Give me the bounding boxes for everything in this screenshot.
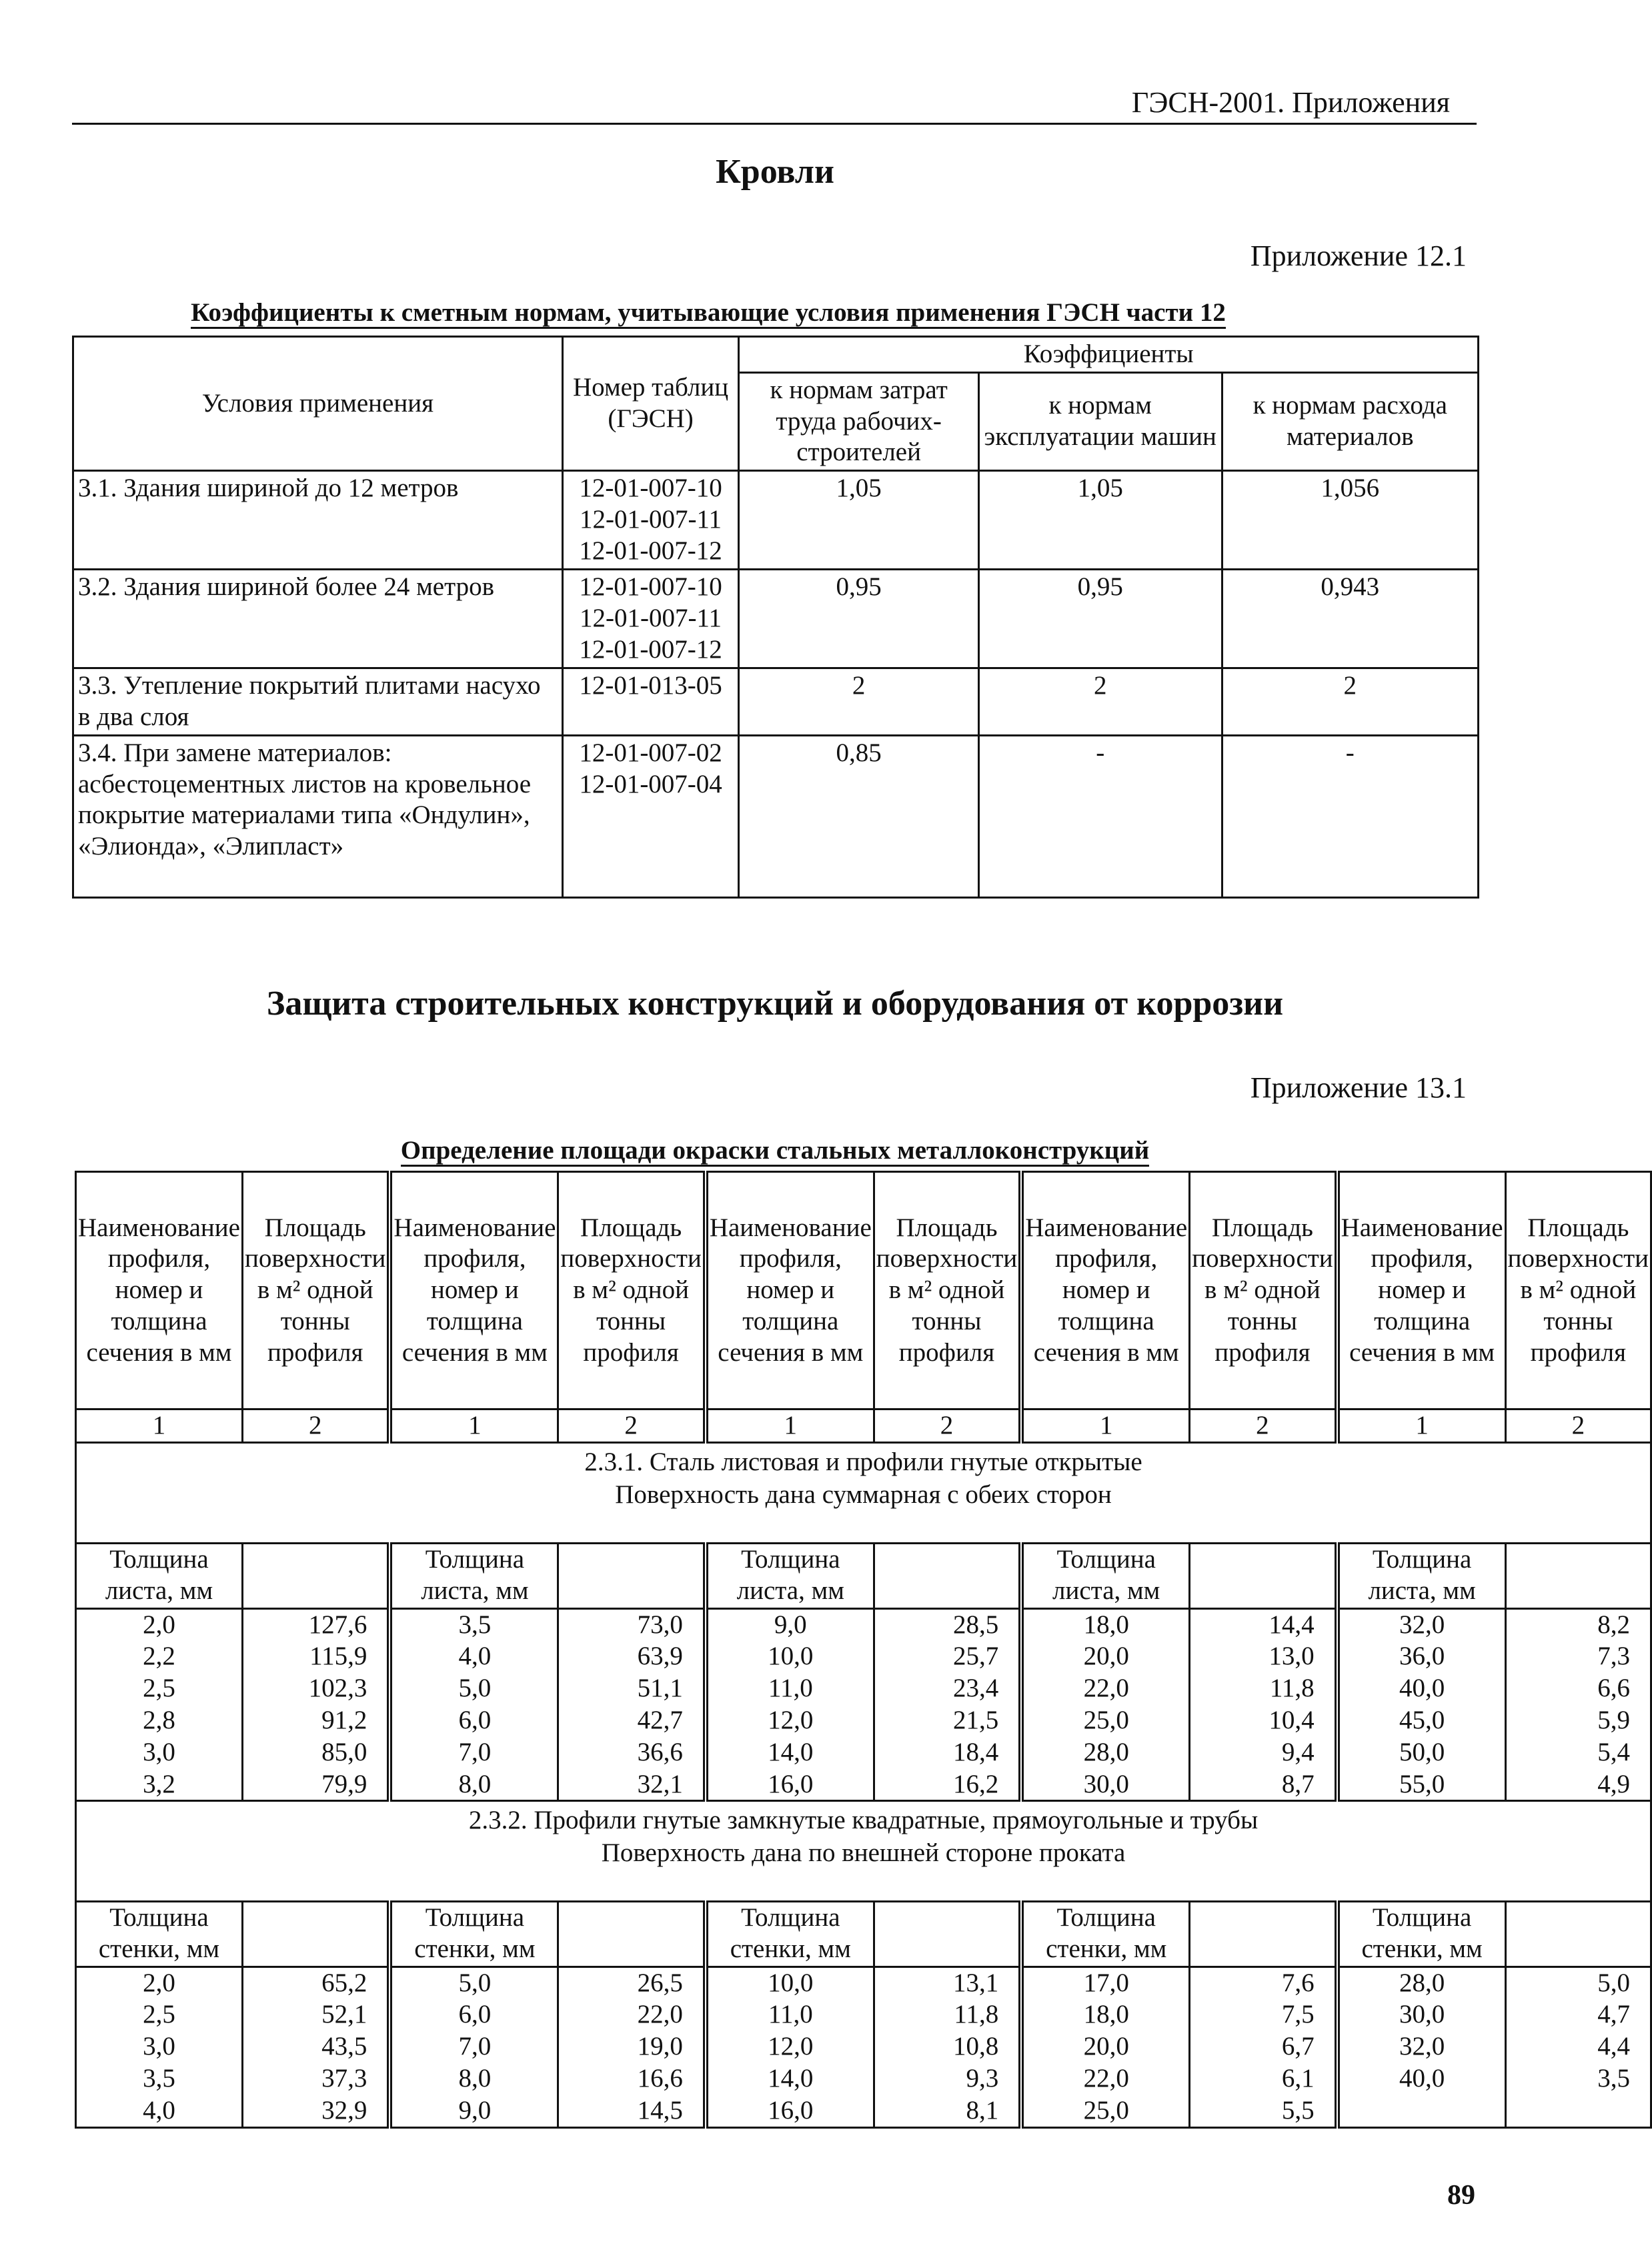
column-number: 2 [242,1410,389,1443]
header-profile-name: Наименование профиля, номер и толщина сечения в мм [1021,1172,1189,1410]
thickness-cell: 3,2 [76,1769,243,1801]
header-profile-name: Наименование профиля, номер и толщина сечения в мм [706,1172,874,1410]
thickness-cell: 28,0 [1337,1967,1505,1999]
thickness-cell: 5,0 [389,1967,558,1999]
thickness-cell: 40,0 [1337,2063,1505,2095]
area-cell: 91,2 [242,1705,389,1737]
column-number: 2 [1190,1410,1337,1443]
materials-coef: 1,056 [1222,471,1479,570]
thickness-cell: 22,0 [1021,1673,1189,1705]
table-row [76,1967,1651,1999]
table-row [76,1737,1651,1769]
header-surface-area: Площадь поверхности в м² одной тонны профиля [242,1172,389,1410]
appendix-label-13-1: Приложение 13.1 [1250,1071,1467,1104]
table-row [73,735,1479,897]
thickness-cell: 6,0 [389,1705,558,1737]
thickness-cell: 12,0 [706,2031,874,2063]
thickness-cell: 8,0 [389,2063,558,2095]
thickness-cell: 8,0 [389,1769,558,1801]
subheader-empty [242,1543,389,1608]
column-number: 2 [874,1410,1021,1443]
condition-cell: 3.2. Здания шириной более 24 метров [73,570,563,668]
condition-cell: 3.4. При замене материалов: асбестоцементных листов на кровельное покрытие материалами типа «Ондулин», «Элионда», «Элипласт» [73,735,563,897]
area-cell: 13,1 [874,1967,1021,1999]
subheader-empty [1190,1902,1337,1967]
area-cell [1505,2095,1651,2127]
subheader-thickness: Толщина стенки, мм [1021,1902,1189,1967]
thickness-cell: 16,0 [706,2095,874,2127]
section-heading-row [76,1442,1651,1543]
subheader-empty [242,1902,389,1967]
labor-coef: 2 [739,668,979,736]
area-cell: 5,0 [1505,1967,1651,1999]
area-cell: 6,1 [1190,2063,1337,2095]
area-cell: 8,1 [874,2095,1021,2127]
area-cell: 63,9 [558,1641,706,1673]
thickness-cell: 11,0 [706,1999,874,2031]
thickness-cell: 7,0 [389,2031,558,2063]
condition-cell: 3.1. Здания шириной до 12 метров [73,471,563,570]
area-cell: 16,6 [558,2063,706,2095]
area-cell: 9,3 [874,2063,1021,2095]
page-number: 89 [1447,2180,1475,2211]
column-number: 1 [76,1410,243,1443]
coefficients-table [72,336,1479,899]
machines-coef: 1,05 [978,471,1222,570]
thickness-cell: 18,0 [1021,1608,1189,1640]
table-row [76,1641,1651,1673]
thickness-cell: 10,0 [706,1967,874,1999]
header-materials: к нормам расхода материалов [1222,372,1479,470]
table-row [76,2095,1651,2127]
subheader-thickness: Толщина листа, мм [1021,1543,1189,1608]
materials-coef: - [1222,735,1479,897]
thickness-cell: 3,5 [76,2063,243,2095]
subheader-empty [1190,1543,1337,1608]
thickness-cell: 11,0 [706,1673,874,1705]
thickness-cell: 2,5 [76,1673,243,1705]
table-numbers-cell: 12-01-013-05 [562,668,739,736]
thickness-cell: 3,0 [76,2031,243,2063]
table-row [76,1769,1651,1801]
header-surface-area: Площадь поверхности в м² одной тонны профиля [558,1172,706,1410]
column-number: 1 [1021,1410,1189,1443]
subheader-thickness: Толщина стенки, мм [1337,1902,1505,1967]
section-heading-row [76,1801,1651,1902]
header-profile-name: Наименование профиля, номер и толщина сечения в мм [76,1172,243,1410]
area-cell: 115,9 [242,1641,389,1673]
area-cell: 42,7 [558,1705,706,1737]
labor-coef: 0,95 [739,570,979,668]
thickness-cell: 3,0 [76,1737,243,1769]
area-cell: 6,7 [1190,2031,1337,2063]
section-title-roofing: Кровли [716,153,834,191]
area-cell: 13,0 [1190,1641,1337,1673]
table-numbers-cell: 12-01-007-02 12-01-007-04 [562,735,739,897]
subheader-thickness: Толщина листа, мм [706,1543,874,1608]
header-table-no: Номер таблиц (ГЭСН) [562,337,739,471]
area-cell: 6,6 [1505,1673,1651,1705]
area-cell: 85,0 [242,1737,389,1769]
thickness-cell: 25,0 [1021,2095,1189,2127]
thickness-cell: 50,0 [1337,1737,1505,1769]
subheader-empty [1505,1902,1651,1967]
thickness-cell: 6,0 [389,1999,558,2031]
area-cell: 7,6 [1190,1967,1337,1999]
thickness-cell: 4,0 [76,2095,243,2127]
area-cell: 21,5 [874,1705,1021,1737]
header-surface-area: Площадь поверхности в м² одной тонны профиля [1190,1172,1337,1410]
thickness-cell: 20,0 [1021,2031,1189,2063]
thickness-cell: 30,0 [1337,1999,1505,2031]
column-number-row [76,1410,1651,1443]
subheader-thickness: Толщина стенки, мм [76,1902,243,1967]
header-coefficients: Коэффициенты [739,337,1479,373]
area-cell: 127,6 [242,1608,389,1640]
header-profile-name: Наименование профиля, номер и толщина сечения в мм [389,1172,558,1410]
column-number: 1 [1337,1410,1505,1443]
header-surface-area: Площадь поверхности в м² одной тонны профиля [1505,1172,1651,1410]
subheader-empty [558,1902,706,1967]
area-cell: 18,4 [874,1737,1021,1769]
thickness-cell: 9,0 [706,1608,874,1640]
area-cell: 22,0 [558,1999,706,2031]
appendix-label-12-1: Приложение 12.1 [1250,239,1467,272]
section-heading: 2.3.1. Сталь листовая и профили гнутые открытые Поверхность дана суммарная с обеих сторон [76,1442,1651,1543]
subheader-thickness: Толщина листа, мм [389,1543,558,1608]
column-number: 1 [706,1410,874,1443]
header-row [76,1172,1651,1410]
area-cell: 8,2 [1505,1608,1651,1640]
thickness-cell: 18,0 [1021,1999,1189,2031]
thickness-cell: 9,0 [389,2095,558,2127]
thickness-cell: 36,0 [1337,1641,1505,1673]
subheader-empty [558,1543,706,1608]
machines-coef: - [978,735,1222,897]
labor-coef: 0,85 [739,735,979,897]
area-cell: 73,0 [558,1608,706,1640]
area-cell: 32,1 [558,1769,706,1801]
area-cell: 25,7 [874,1641,1021,1673]
area-cell: 5,5 [1190,2095,1337,2127]
section-title-corrosion: Защита строительных конструкций и оборудования от коррозии [266,985,1284,1023]
table-row [73,471,1479,570]
thickness-cell: 7,0 [389,1737,558,1769]
condition-cell: 3.3. Утепление покрытий плитами насухо в два слоя [73,668,563,736]
table-row [76,2063,1651,2095]
labor-coef: 1,05 [739,471,979,570]
thickness-cell: 55,0 [1337,1769,1505,1801]
running-header: ГЭСН-2001. Приложения [1131,86,1450,119]
subheader-thickness: Толщина листа, мм [1337,1543,1505,1608]
header-profile-name: Наименование профиля, номер и толщина сечения в мм [1337,1172,1505,1410]
materials-coef: 0,943 [1222,570,1479,668]
column-number: 2 [558,1410,706,1443]
area-cell: 26,5 [558,1967,706,1999]
table-row [73,668,1479,736]
thickness-cell: 10,0 [706,1641,874,1673]
area-cell: 102,3 [242,1673,389,1705]
table-row [76,1608,1651,1640]
thickness-cell: 30,0 [1021,1769,1189,1801]
thickness-cell: 14,0 [706,2063,874,2095]
thickness-cell: 5,0 [389,1673,558,1705]
thickness-cell: 20,0 [1021,1641,1189,1673]
subheader-thickness: Толщина стенки, мм [389,1902,558,1967]
area-cell: 51,1 [558,1673,706,1705]
area-cell: 23,4 [874,1673,1021,1705]
area-cell: 65,2 [242,1967,389,1999]
thickness-cell: 2,0 [76,1608,243,1640]
thickness-cell: 40,0 [1337,1673,1505,1705]
area-cell: 8,7 [1190,1769,1337,1801]
area-cell: 7,3 [1505,1641,1651,1673]
subheader-thickness: Толщина листа, мм [76,1543,243,1608]
thickness-cell: 2,5 [76,1999,243,2031]
machines-coef: 0,95 [978,570,1222,668]
area-cell: 32,9 [242,2095,389,2127]
area-cell: 14,5 [558,2095,706,2127]
subheader-empty [1505,1543,1651,1608]
area-cell: 43,5 [242,2031,389,2063]
column-number: 2 [1505,1410,1651,1443]
table-numbers-cell: 12-01-007-10 12-01-007-11 12-01-007-12 [562,570,739,668]
table-numbers-cell: 12-01-007-10 12-01-007-11 12-01-007-12 [562,471,739,570]
thickness-cell: 2,2 [76,1641,243,1673]
area-cell: 52,1 [242,1999,389,2031]
column-number: 1 [389,1410,558,1443]
subheader-thickness: Толщина стенки, мм [706,1902,874,1967]
table-row [76,1999,1651,2031]
area-cell: 14,4 [1190,1608,1337,1640]
thickness-cell: 16,0 [706,1769,874,1801]
thickness-cell: 45,0 [1337,1705,1505,1737]
area-cell: 4,4 [1505,2031,1651,2063]
thickness-cell: 2,0 [76,1967,243,1999]
thickness-cell: 2,8 [76,1705,243,1737]
area-cell: 3,5 [1505,2063,1651,2095]
area-cell: 7,5 [1190,1999,1337,2031]
table-row [76,1673,1651,1705]
thickness-cell: 17,0 [1021,1967,1189,1999]
thickness-cell: 32,0 [1337,1608,1505,1640]
thickness-cell [1337,2095,1505,2127]
header-conditions: Условия применения [73,337,563,471]
area-cell: 4,7 [1505,1999,1651,2031]
thickness-cell: 32,0 [1337,2031,1505,2063]
table-row [76,1705,1651,1737]
area-cell: 37,3 [242,2063,389,2095]
area-cell: 9,4 [1190,1737,1337,1769]
subheader-row [76,1543,1651,1608]
header-machines: к нормам эксплуатации машин [978,372,1222,470]
thickness-cell: 3,5 [389,1608,558,1640]
materials-coef: 2 [1222,668,1479,736]
area-cell: 11,8 [1190,1673,1337,1705]
header-labor: к нормам затрат труда рабочих-строителей [739,372,979,470]
thickness-cell: 4,0 [389,1641,558,1673]
area-cell: 28,5 [874,1608,1021,1640]
painting-area-table [75,1171,1652,2129]
table-row [73,570,1479,668]
machines-coef: 2 [978,668,1222,736]
area-cell: 36,6 [558,1737,706,1769]
subheader-empty [874,1902,1021,1967]
area-cell: 79,9 [242,1769,389,1801]
area-cell: 5,9 [1505,1705,1651,1737]
thickness-cell: 28,0 [1021,1737,1189,1769]
area-cell: 5,4 [1505,1737,1651,1769]
thickness-cell: 12,0 [706,1705,874,1737]
area-cell: 10,4 [1190,1705,1337,1737]
subheader-row [76,1902,1651,1967]
thickness-cell: 14,0 [706,1737,874,1769]
area-cell: 11,8 [874,1999,1021,2031]
area-cell: 16,2 [874,1769,1021,1801]
section-heading: 2.3.2. Профили гнутые замкнутые квадратные, прямоугольные и трубы Поверхность дана по внешней стороне проката [76,1801,1651,1902]
area-cell: 4,9 [1505,1769,1651,1801]
thickness-cell: 22,0 [1021,2063,1189,2095]
table-row [76,2031,1651,2063]
area-cell: 10,8 [874,2031,1021,2063]
table-caption-coefficients: Коэффициенты к сметным нормам, учитывающие условия применения ГЭСН части 12 [0,298,1483,328]
table-caption-painting-area: Определение площади окраски стальных металлоконструкций [0,1135,1550,1165]
thickness-cell: 25,0 [1021,1705,1189,1737]
subheader-empty [874,1543,1021,1608]
area-cell: 19,0 [558,2031,706,2063]
header-surface-area: Площадь поверхности в м² одной тонны профиля [874,1172,1021,1410]
header-rule [72,123,1477,125]
